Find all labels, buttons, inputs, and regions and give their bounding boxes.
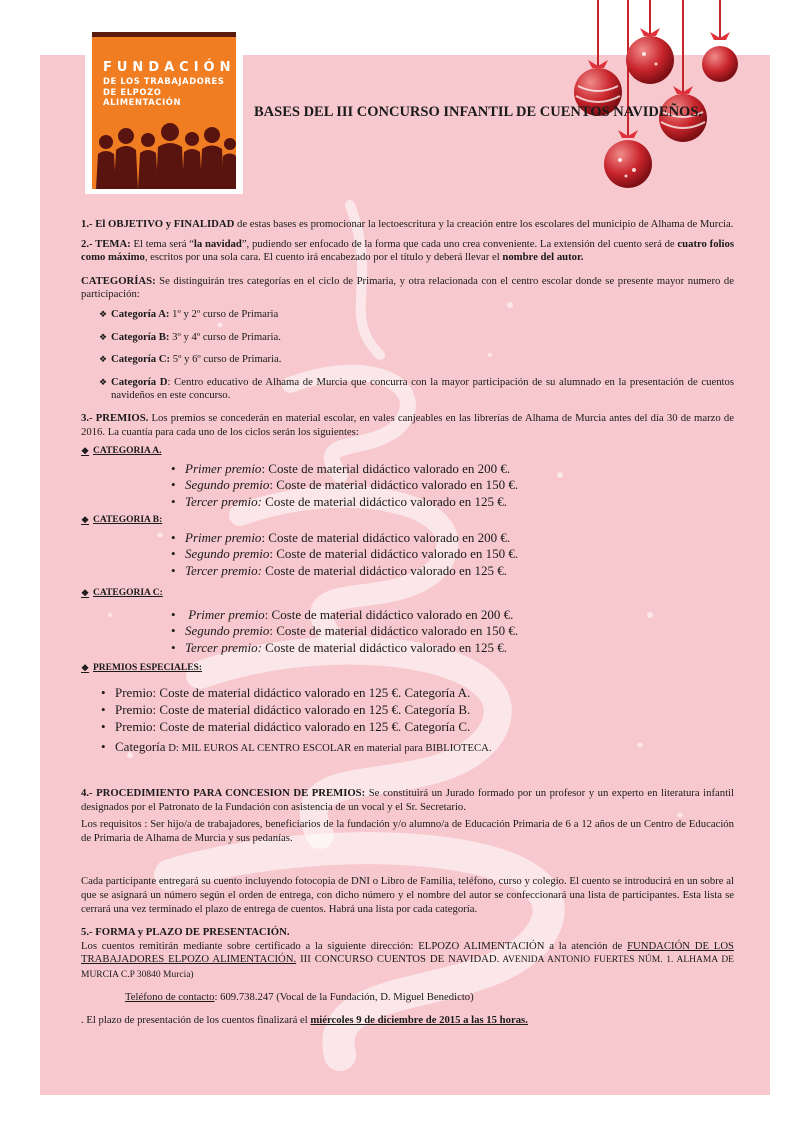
page-title: BASES DEL III CONCURSO INFANTIL DE CUENTOS NAVIDEÑOS.	[254, 104, 703, 120]
section-3-label: 3.- PREMIOS.	[81, 411, 149, 424]
special-prizes-label: ❖ PREMIOS ESPECIALES:	[81, 662, 734, 676]
prize-item: • Segundo premio: Coste de material didáctico valorado en 150 €.	[185, 477, 734, 494]
prize-list-b	[185, 530, 734, 580]
category-a-label: Categoría A:	[111, 307, 170, 320]
prize-category-b-label: ❖ CATEGORIA B:	[81, 514, 734, 528]
prize-list-c	[185, 607, 734, 657]
category-b-label: Categoría B:	[111, 330, 170, 343]
prize-item: • Segundo premio: Coste de material didáctico valorado en 150 €.	[185, 546, 734, 563]
prize-item: • Primer premio: Coste de material didáctico valorado en 200 €.	[185, 607, 734, 624]
contact-phone: Teléfono de contacto: 609.738.247 (Vocal de la Fundación, D. Miguel Benedicto)	[125, 990, 474, 1003]
category-item-a	[99, 308, 734, 322]
logo-line-3: DE ELPOZO ALIMENTACIÓN	[103, 86, 182, 108]
diamond-bullet-icon: ❖	[99, 331, 108, 342]
section-1-objective	[81, 218, 734, 232]
categories-label: CATEGORÍAS:	[81, 274, 156, 287]
category-d-label: Categoría D	[111, 375, 168, 388]
diamond-bullet-icon: ❖	[81, 446, 90, 457]
prize-item: • Primer premio: Coste de material didáctico valorado en 200 €.	[185, 530, 734, 547]
category-b-text: 3º y 4º curso de Primaria.	[169, 330, 281, 343]
special-prize-item-d: • Categoría D: MIL EUROS AL CENTRO ESCOLAR en material para BIBLIOTECA.	[101, 738, 734, 757]
section-2-text-3: , escritos por una sola cara. El cuento irá encabezado por el título y deberá llevar el	[144, 251, 503, 264]
people-silhouettes-icon	[92, 122, 236, 189]
section-4-label: 4.- PROCEDIMIENTO PARA CONCESION DE PREMIOS:	[81, 787, 366, 799]
section-4-delivery: Cada participante entregará su cuento incluyendo fotocopia de DNI o Libro de Familia, teléfono, curso y colegio. El cuento se introducirá en un sobre al que se asignará un número según el orden de entrega, con dicho número y el nombre del autor se confeccionará una lista de participantes. Esta lista se cerrará una vez terminado el plazo de entrega de cuentos. Habrá una lista por cada categoría.	[81, 875, 734, 915]
prize-item: • Tercer premio: Coste de material didáctico valorado en 125 €.	[185, 494, 734, 511]
category-c-label: Categoría C:	[111, 353, 171, 366]
submission-deadline: . El plazo de presentación de los cuentos finalizará el miércoles 9 de diciembre de 2015 a las 15 horas.	[81, 1014, 528, 1027]
category-c-text: 5º y 6º curso de Primaria.	[170, 353, 282, 366]
section-2-bold-2: cuatro folios como máximo	[81, 237, 734, 264]
diamond-bullet-icon: ❖	[99, 308, 108, 319]
section-3-prizes	[81, 412, 734, 439]
categories-text: Se distinguirán tres categorías en el ciclo de Primaria, y otra relacionada con el centro escolar donde se presente mayor numero de participación:	[81, 274, 734, 301]
prize-list-a	[185, 461, 734, 511]
section-1-text: de estas bases es promocionar la lectoescritura y la creación entre los escolares del municipio de Alhama de Murcia.	[234, 218, 734, 230]
section-2-bold-1: la navidad	[193, 237, 242, 250]
section-4-requirements: Los requisitos : Ser hijo/a de trabajadores, beneficiarios de la fundación y/o alumno/a de Educación Primaria de 6 a 12 años de un Centro de Educación de Primaria de Alhama de Murcia y sus pedanías.	[81, 818, 734, 844]
prize-item: • Segundo premio: Coste de material didáctico valorado en 150 €.	[185, 623, 734, 640]
special-prizes-list	[101, 684, 734, 757]
section-2-text-1: El tema será “	[130, 237, 194, 250]
section-3-text: Los premios se concederán en material escolar, en vales canjeables en las librerías de Alhama de Murcia antes del día 30 de marzo de 2016. La cuantía para cada uno de los ciclos serán los siguientes:	[81, 411, 734, 438]
section-4-text: Se constituirá un Jurado formado por un profesor y un experto en literatura infantil designados por el Patronato de la Fundación con asistencia de un vocal y el Sr. Secretario.	[81, 787, 734, 813]
prize-item: • Primer premio: Coste de material didáctico valorado en 200 €.	[185, 461, 734, 478]
prize-category-a-label: ❖ CATEGORIA A.	[81, 445, 734, 459]
deadline-date: miércoles 9 de diciembre de 2015 a las 15 horas.	[310, 1014, 528, 1027]
category-item-b	[99, 331, 734, 345]
logo-line-2: DE LOS TRABAJADORES	[103, 76, 225, 87]
diamond-bullet-icon: ❖	[81, 588, 90, 599]
category-a-text: 1º y 2º curso de Primaria	[169, 307, 279, 320]
logo-text	[103, 60, 236, 108]
section-4-procedure	[81, 787, 734, 814]
special-prize-item: • Premio: Coste de material didáctico valorado en 125 €. Categoría A.	[101, 684, 734, 701]
prize-category-c-label: ❖ CATEGORIA C:	[81, 587, 734, 601]
section-5-submission: 5.- FORMA y PLAZO DE PRESENTACIÓN. Los cuentos remitirán mediante sobre certificado a la siguiente dirección: ELPOZO ALIMENTACIÓN a la atención de FUNDACIÓN DE LOS TRABAJADORES ELPOZO ALIMENTACIÓN. III CONCURSO CUENTOS DE NAVIDAD. AVENIDA ANTONIO FUERTES NÚM. 1. ALHAMA DE MURCIA C.P 30840 Murcia)	[81, 926, 734, 980]
foundation-address-name: FUNDACIÓN DE LOS TRABAJADORES ELPOZO ALIMENTACIÓN.	[81, 939, 734, 966]
section-2-label: 2.- TEMA:	[81, 237, 131, 250]
prize-item: • Tercer premio: Coste de material didáctico valorado en 125 €.	[185, 640, 734, 657]
section-2-theme	[81, 238, 734, 265]
christmas-bauble-icons	[560, 0, 800, 200]
special-prize-item: • Premio: Coste de material didáctico valorado en 125 €. Categoría C.	[101, 718, 734, 735]
category-item-c	[99, 353, 734, 367]
prize-item: • Tercer premio: Coste de material didáctico valorado en 125 €.	[185, 563, 734, 580]
section-2-text-2: ”, pudiendo ser enfocado de la forma que cada uno crea conveniente. La extensión del cuento será de	[241, 237, 678, 250]
categories-intro	[81, 275, 734, 302]
logo-line-1: FUNDACIÓN	[103, 60, 236, 75]
diamond-bullet-icon: ❖	[99, 354, 108, 365]
foundation-logo	[85, 32, 243, 194]
category-item-d	[99, 376, 734, 403]
section-1-label: 1.- El OBJETIVO y FINALIDAD	[81, 218, 235, 230]
diamond-bullet-icon: ❖	[81, 663, 90, 674]
categories-list	[99, 308, 734, 403]
diamond-bullet-icon: ❖	[99, 376, 108, 387]
diamond-bullet-icon: ❖	[81, 515, 90, 526]
document-body	[81, 218, 734, 1028]
section-2-bold-3: nombre del autor.	[502, 251, 584, 264]
category-d-text: : Centro educativo de Alhama de Murcia que concurra con la mayor participación de su alumnado en la presentación de cuentos navideños en este concurso.	[111, 375, 735, 402]
special-prize-item: • Premio: Coste de material didáctico valorado en 125 €. Categoría B.	[101, 701, 734, 718]
section-5-label: 5.- FORMA y PLAZO DE PRESENTACIÓN.	[81, 926, 290, 939]
